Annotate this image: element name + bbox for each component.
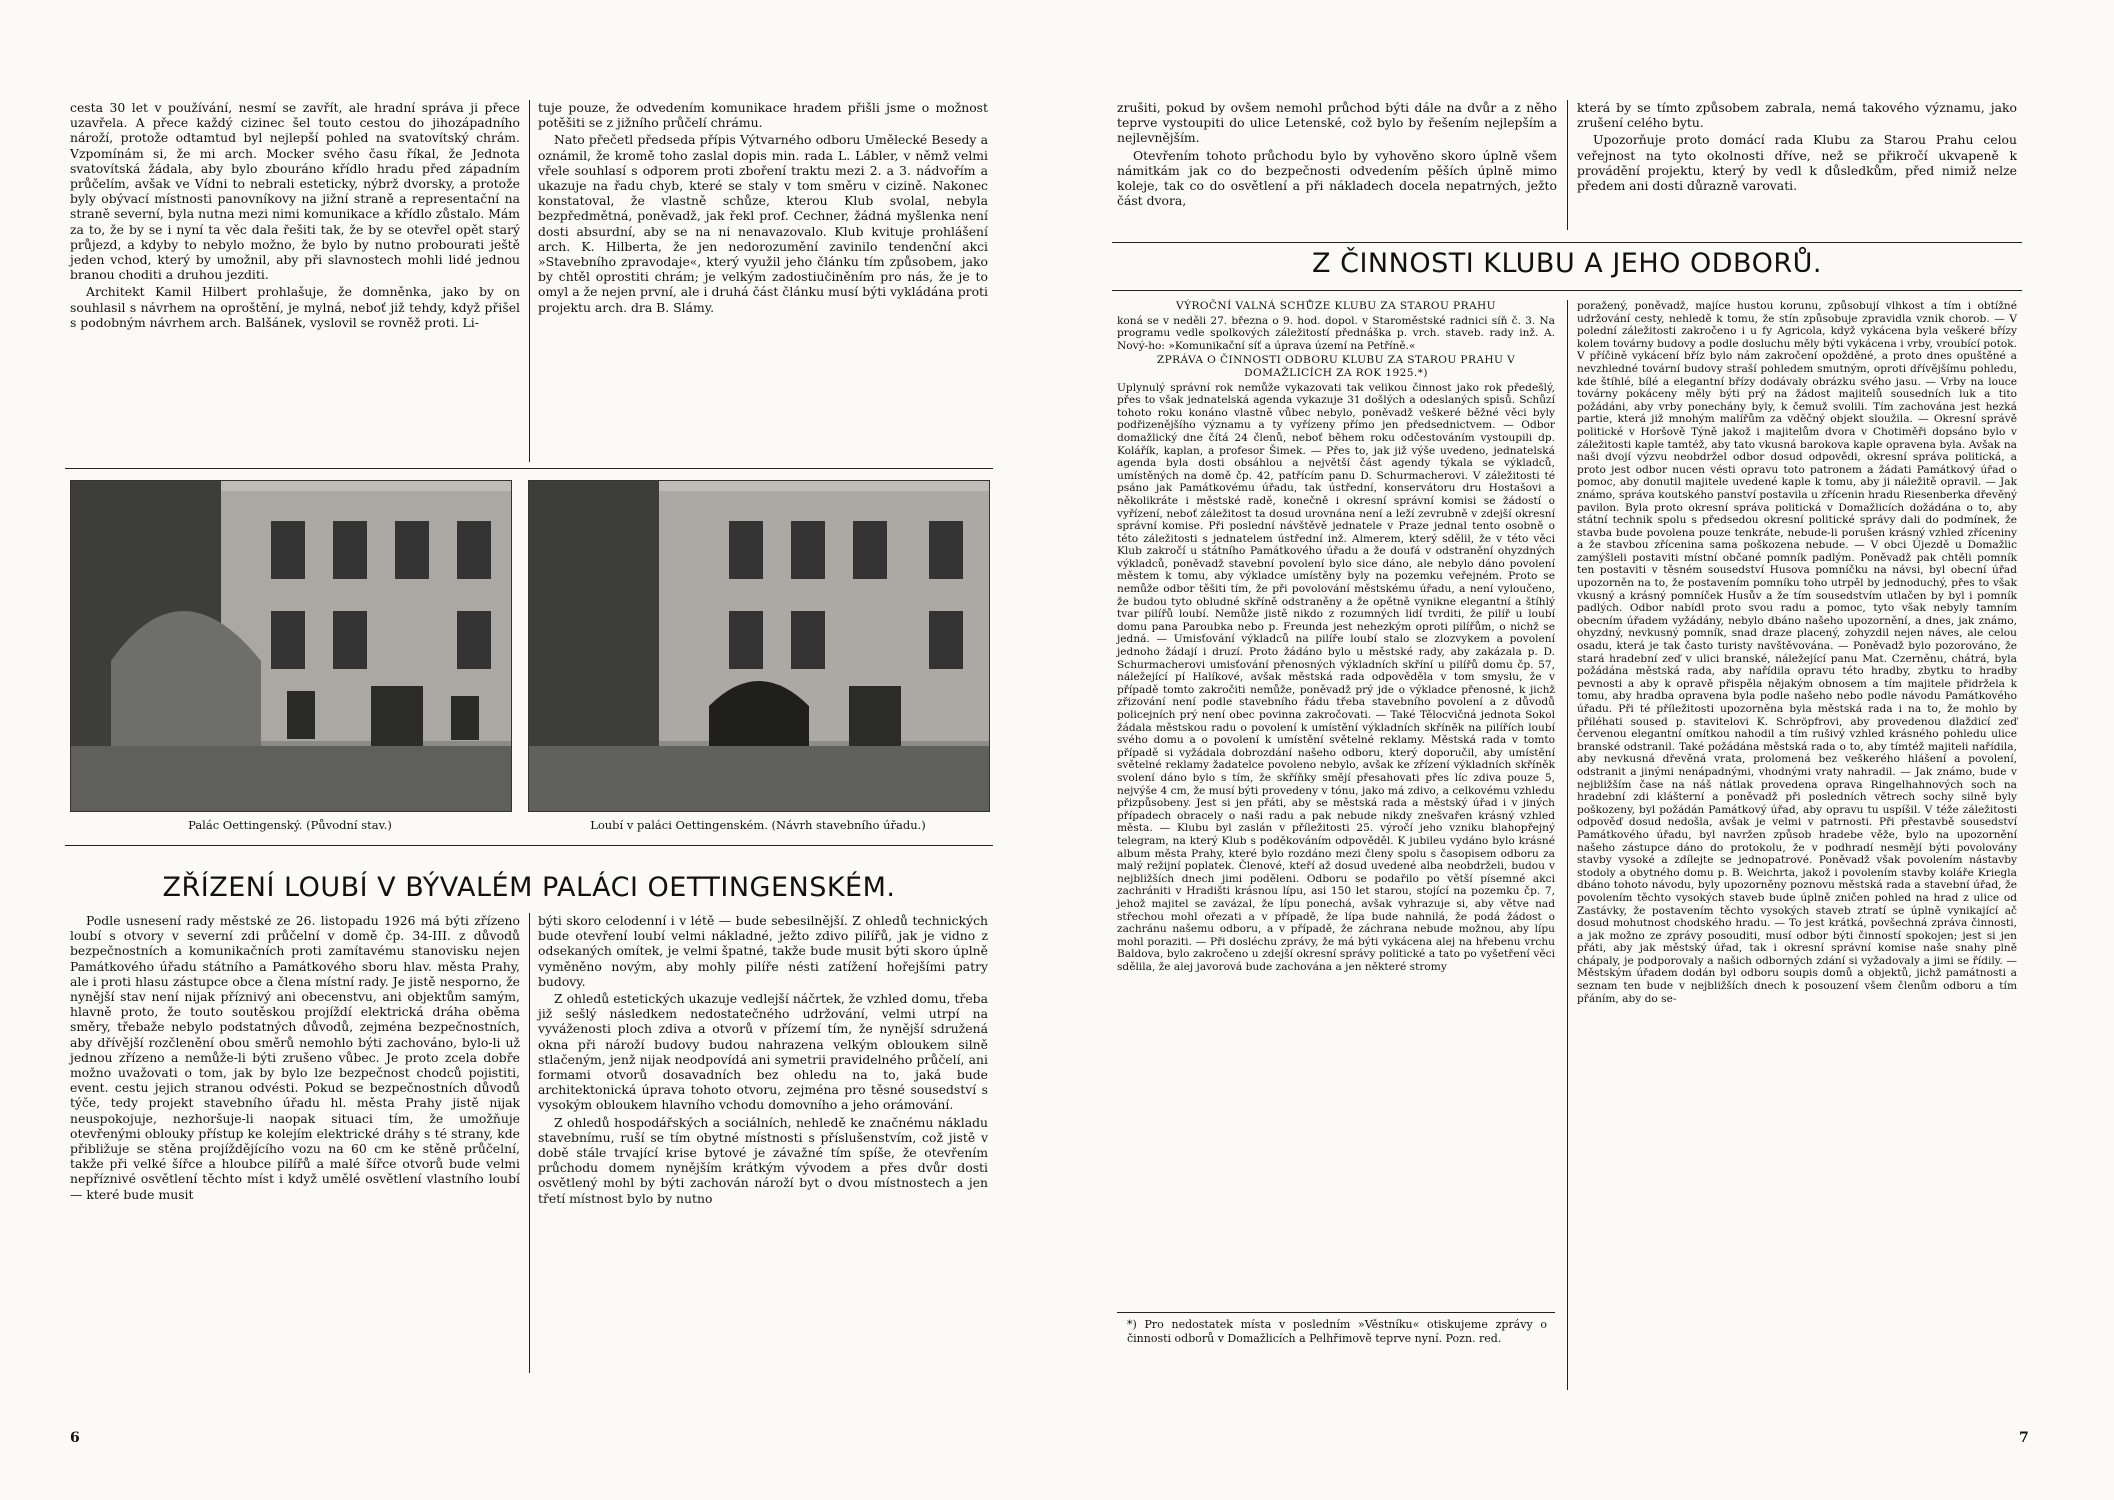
left-col-2-para-1: tuje pouze, že odvedením komunikace hradem přišli jsme o možnost potěšiti se z jižního průčelí chrámu.	[538, 100, 988, 131]
left-col-4	[538, 913, 988, 1373]
left-col-1-para-2: Architekt Kamil Hilbert prohlašuje, že domněnka, jako by on souhlasil s návrhem na oproštění, je mylná, neboť již tehdy, když přišel s podobným návrhem arch. Balšánek, vyslovil se rovněž proti. Li-	[70, 284, 520, 330]
left-col-1	[70, 100, 520, 460]
right-col-b-text: poražený, poněvadž, majíce hustou korunu, způsobují vlhkost a tím i obtížné udržování cesty, nehledě k tomu, že stín způsobuje zpravidla vznik chorob. — V polední záležitosti zakročeno i u fy Agricola, když vykácena byla veškeré břízy kolem továrny budovy a podle dosluchu měly býti vykácena i vrby, vroubící potok. V příčině vykácení bříz bylo nám zakročení opožděné, a proto dnes opuštěné a nevzhledné tovární budovy straší pohledem smutným, oproti dřívějšímu pohledu, kde štíhlé, bílé a elegantní břízy dodávaly obrázku svého jasu. — Vrby na louce továrny pokáceny měly býti prý na žádost majitelů sousedních luk a tito požádáni, aby vrby ponechány byly, k čemuž svolili. Tím zachována jest hezká partie, která již mnohým malířům za vděčný objekt sloužila. — Okresní správě politické v Horšově Týně jakož i majitelům dvora v Chotiměři dopsáno bylo v záležitosti kaple tamtéž, aby tato vkusná barokova kaple opravena byla. Avšak na naši dvojí výzvu neobdržel odbor dosud odpovědi, okresní správa politická, a proto jest odbor nucen vésti opravu toto patronem a žádati Památkový úřad o pomoc, aby donutil majitele uvedené kaple k tomu, aby ji náležitě opravil. — Jak známo, správa koutského panství postavila u zřícenin hradu Riesenberka dřevěný pavilon. Byla proto okresní správa politická v Domažlicích dožádána o to, aby státní technik spolu s předsedou okresní politické správy dali do podmínek, že stavba bude povolena pouze tenkráte, nebude-li porušen krásný vzhled zříceniny a že stavbou zřícenina sama poškozena nebude. — V obci Újezdě u Domažlic zamýšleli postaviti místní občané pomník padlým. Poněvadž pak chtěli pomník ten postaviti v těsném sousedství Husova pomníčku na návsi, byl obecní úřad upozorněn na to, že postavením pomníku toho utrpěl by jednoduchý, přes to však vkusný a krásný pomníček Husův a že tím sousedstvím utlačen by byl i pomník padlých. Odbor nabídl proto svou radu a pomoc, tyto však nebyly tamním obecním úřadem vyžádány, nebylo dbáno našeho upozornění, a dnes, jak známo, ohyzdný, nevkusný pomník, snad draze placený, zohyzdil nejen náves, ale celou osadu, která je tak často turisty navštěvována. — Poněvadž bylo pozorováno, že stará hradební zeď v ulici branské, náležející panu Mat. Czerněnu, chátrá, byla požádána městská rada, aby nařídila opravu této hradby, zbytku to hradby pevnosti a aby k opravě přispěla nějakým obnosem a tím majitele přidržela k tomu, aby hradba opravena byla podle našeho nebo podle návodu Památkového úřadu. Při té příležitosti upozorněna byla městská rada i na to, že mohlo by přiléhati soused p. stavitelovi K. Schröpfrovi, aby provedenou dlaždicí zeď červenou elegantní omítkou nahodil a tím rušivý vzhled krásného pohledu ulice branské odstranil. Také požádána městská rada o to, aby tímtéž majiteli nařídila, aby nevkusná dřevěná vrata, prolomená bez veškerého hlášení a povolení, odstranit a jinými nenápadnými, vhodnými vraty nahradil. — Jak známo, bude v nejbližším čase na náš nátlak provedena oprava Ringelhahnových soch na hradební zdi klášterní a poněvadž při posledních větrech sochy silně byly poškozeny, byl požádán Památkový úřad, aby opravu tu uspíšil. V téže záležitosti odpověď dosud nedošla, avšak je velmi v patrnosti. Při přestavbě sousedství Památkového úřadu, byl navržen způsob hradebe věže, bylo na upozornění našeho zástupce dáno do protokolu, že v podhradí nesmějí býti povolovány stavby vysoké a zdílejte se jednopatrové. Poněvadž však povolením nástavby stodoly a obytného domu p. B. Weichrta, jakož i povolením stavby koláře Kriegla dbáno tohoto návodu, byly upozorněny poznovu městská rada a stavební úřad, že povolením těchto vysokých staveb bude úplně zničen pohled na hrad z ulice od Zastávky, že postavením těchto vysokých staveb ztratí se úplně vynikající ač dosud mohutnost chodského hradu. — To jest krátká, povšechná zpráva činnosti, a jak možno ze zprávy posouditi, musí odbor býti činností spokojen; jest si jen přáti, aby jak městský úřad, tak i okresní správní komise naše snahy plně chápaly, je podporovaly a našich odborných zdání si vyžadovaly a jimi se řídily. — Městským úřadem dodán byl odboru soupis domů a objektů, jichž památnosti a seznam ten bude v nejbližších dnech k posouzení všem členům odboru a tím přáním, aby do se-	[1577, 300, 2017, 1005]
right-rule-below-headline	[1112, 290, 2022, 291]
photo-oettingen-proposal-drawing	[529, 481, 989, 811]
left-top-column-divider	[529, 100, 530, 462]
right-col-1-top-para-1: zrušiti, pokud by ovšem nemohl průchod býti dále na dvůr a z něho teprve vystoupiti do ulice Letenské, což bylo by řešením nejlepším a nejlevnějším.	[1117, 100, 1557, 146]
page-number-right: 7	[2019, 1430, 2029, 1446]
left-rule-above-photos	[65, 468, 993, 469]
right-page	[1057, 0, 2114, 1500]
annual-meeting-heading: VÝROČNÍ VALNÁ SCHŮZE KLUBU ZA STAROU PRAHU	[1176, 300, 1496, 312]
footnote-rule	[1117, 1312, 1555, 1313]
footnote: *) Pro nedostatek místa v posledním »Věstníku« otiskujeme zprávy o činnosti odborů v Domažlicích a Pelhřimově teprve nyní. Pozn. red.	[1127, 1318, 1547, 1345]
left-bottom-column-divider	[529, 913, 530, 1373]
page-number-left: 6	[70, 1430, 80, 1446]
caption-original-state: Palác Oettingenský. (Původní stav.)	[188, 818, 392, 832]
left-col-3-para-1: Podle usnesení rady městské ze 26. listopadu 1926 má býti zřízeno loubí s otvory v severní zdi průčelní v domě čp. 34-III. z důvodů bezpečnostních a komunikačních proti zamítavému stanovisku nejen Památkového úřadu státního a Památkového sboru hlav. města Prahy, ale i proti hlasu zástupce obce a člena místní rady. Je jistě nesporno, že nynější stav není nijak příznivý ani obecenstvu, ani objektům samým, hlavně proto, že touto soutěskou projíždí elektrická dráha oběma směry, třebaže nebylo podstatných důvodů, zejména bezpečnostních, aby dřívější rozčlenění obou směrů nemohlo býti zachováno, bylo-li už jednou zřízeno a nemůže-li býti zrušeno vůbec. Je proto zcela dobře možno uvažovati o tom, jak by bylo lze bezpečnost chodců pojistiti, event. cestu jejich stranou odvésti. Pokud se bezpečnostních důvodů týče, tedy projekt stavebního úřadu hl. města Prahy jistě nijak neuspokojuje, nezhoršuje-li naopak situaci tím, že umožňuje otevřenými oblouky přístup ke kolejím elektrické dráhy s té strany, kde přibližuje se stěna projíždějícího vozu na 60 cm ke stěně průčelní, takže při velké šířce a hloubce pilířů a malé šířce otvorů bude velmi nepříznivé osvětlení těchto míst i když umělé osvětlení vlastního loubí — které bude musit	[70, 913, 520, 1202]
domazlice-report-text: Uplynulý správní rok nemůže vykazovati tak velikou činnost jako rok předešlý, přes to však jednatelská agenda vykazuje 31 došlých a odeslaných spisů. Schůzí tohoto roku konáno vlastně vůbec nebylo, poněvadž veškeré běžné věci byly podřizenějšího významu a ty vyřízeny přímo jen předsednictvem. — Odbor domažlický dne čítá 24 členů, neboť během roku odčestováním vystoupili dp. Kolářík, kaplan, a profesor Šimek. — Přes to, jak již výše uvedeno, jednatelská agenda byla dosti obsáhlou a největší část agendy týkala se výkladců, umístěných na domě čp. 42, patřícím panu D. Schurmacherovi. V záležitosti té psáno jak Památkovému úřadu, tak ústřední, konservátoru dru Hostašovi a několikráte i městské radě, konečně i okresní správní komisi se žádostí o vyřízení, neboť záležitost ta dosud urovnána není a leží zevrubně v zdejší okresní správní komise. Při poslední návštěvě jednatele v Praze jednal tento osobně o této záležitosti s jednatelem ústřední inž. Almerem, který sdělil, že v této věci Klub zakročí u státního Památkového úřadu a že doufá v odstranění ohyzdných výkladců, poněvadž stavební povolení bylo sice dáno, ale nebylo dáno povolení městem k tomu, aby výkladce umístěny byly na pozemku veřejném. Proto se nemůže odbor těšiti tím, že při povolování městskému úřadu, a není vyloučeno, že budou tyto obludné skříně odstraněny a že opětně vynikne elegantní a štíhlý tvar pilířů loubí. Nemůže jistě nikdo z rozumných lidí tvrditi, že pilíř u loubí domu pana Paroubka nebo p. Freunda jest nehezkým oproti pilířům, o nichž se jedná. — Umisťování výkladců na pilíře loubí stalo se zlozvykem a povolení jednoho žádají i druzí. Proto žádáno bylo u městské rady, aby zakázala p. D. Schurmacherovi umisťování přenosných výkladních skříní u pilířů domu čp. 57, náležející pí Halíkové, avšak městská rada odpověděla v tom smyslu, že v případě tomto zakročiti nemůže, poněvadž prý jde o výkladce přenosné, k jichž zřizování není podle stavebního řádu třeba stavebního povolení a z důvodů policejních prý není obec povinna zakročovati. — Také Tělocvičná jednota Sokol žádala městskou radu o povolení k umístění výkladních skříněk na pilířích loubí svého domu a o povolení k umístění světelné reklamy. Městská rada v tomto případě si vyžádala dobrozdání našeho odboru, který doporučil, aby umístění světelné reklamy žadatelce povoleno nebylo, avšak ke zřízení výkladních skříněk svolení dáno bylo s tím, že skříňky smějí přesahovati přes líc zdiva pouze 5, nejvýše 4 cm, že musí býti provedeny v tónu, jako má zdivo, a celkovému vzhledu přizpůsobeny. Jest si jen přáti, aby se městská rada a městský úřad i v jiných případech obracely o naši radu a pak nebude nikdy znešvařen krásný vzhled města. — Klubu byl zaslán v příležitosti 25. výročí jeho vzniku blahopřejný telegram, na který Klub s poděkováním odpověděl. K jubileu vydáno bylo krásné album města Prahy, které bylo rozdáno mezi členy spolu s časopisem odboru za malý režijní poplatek. Členové, kteří až dosud uvedené alba neobdrželi, budou v nejbližších dnech jimi poděleni. Odboru se podařilo po větší písemné akci zachrániti v Hradišti krásnou lípu, asi 150 let starou, stojící na pozemku čp. 7, jehož majitel se zavázal, že lípu ponechá, avšak vyhrazuje si, aby větve nad střechou mohl ořezati a v případě, že lípa bude nahnilá, že podá žádost o zachránu našemu odboru, a v případě, že záchrana nebude možnou, aby lípu mohl poraziti. — Při dosléchu zprávy, že má býti vykácena alej na hřebenu vrchu Baldova, bylo zakročeno u zdejší okresní správy politické a tato po vyšetření věci sdělila, že alej javorová bude zachována a jen některé stromy	[1117, 381, 1555, 973]
annual-meeting-text: koná se v neděli 27. března o 9. hod. dopol. v Staroměstské radnici síň č. 3. Na programu vedle spolkových záležitostí přednáška p. vrch. staveb. rady inž. A. Nový-ho: »Komunikační síť a úprava území na Petříně.«	[1117, 314, 1555, 352]
right-top-column-divider	[1567, 100, 1568, 230]
left-rule-below-photos	[65, 845, 993, 846]
right-col-2-top	[1577, 100, 2017, 230]
photo-oettingen-proposal	[528, 480, 990, 812]
right-col-b	[1577, 300, 2017, 1390]
left-col-4-para-3: Z ohledů hospodářských a sociálních, nehledě ke značnému nákladu stavebnímu, ruší se tím obytné místnosti s příslušenstvím, což jistě v době stále trvající krise bytové je závažné tím spíše, že otevřením průchodu domem nynějším krátkým vývodem a přes dvůr dosti osvětlený mohl by býti zachován nároží byt o dvou místnostech a jen třetí místnost bylo by nutno	[538, 1114, 988, 1206]
left-col-3	[70, 913, 520, 1373]
caption-proposal: Loubí v paláci Oettingenském. (Návrh stavebního úřadu.)	[590, 818, 926, 832]
left-col-2	[538, 100, 988, 460]
right-rule-above-headline	[1112, 242, 2022, 243]
right-col-1-top	[1117, 100, 1557, 209]
right-col-2-top-para-1: která by se tímto způsobem zabrala, nemá takového významu, jako zrušení celého bytu.	[1577, 100, 2017, 131]
right-article-headline: Z ČINNOSTI KLUBU A JEHO ODBORŮ.	[1312, 248, 1822, 279]
right-col-2-top-para-2: Upozorňuje proto domácí rada Klubu za Starou Prahu celou veřejnost na tyto okolnosti dříve, než se přikročí ukvapeně k provádění projektu, který by vedl k důsledkům, před nimiž nelze předem ani dosti důrazně varovati.	[1577, 132, 2017, 194]
photo-oettingen-original	[70, 480, 512, 812]
left-col-4-para-1: býti skoro celodenní i v létě — bude sebesilnější. Z ohledů technických bude otevření loubí velmi nákladné, ježto zdivo pilířů, jak je vidno z odsekaných omítek, je velmi špatné, takže bude musit býti skoro úplně vyměněno novým, aby mohly pilíře nésti zatížení hořejšími patry budovy.	[538, 913, 988, 989]
photo-oettingen-original-drawing	[71, 481, 511, 811]
right-col-a	[1117, 300, 1555, 1308]
left-col-2-para-2: Nato přečetl předseda přípis Výtvarného odboru Umělecké Besedy a oznámil, že kromě toho zaslal dopis min. rada L. Lábler, v němž velmi vřele souhlasí s odporem proti zboření traktu mezi 2. a 3. nádvořím a ukazuje na řadu chyb, které se staly v tom směru v cizině. Nakonec konstatoval, že vlastně schůze, kterou Klub svolal, nebyla bezpředmětná, poněvadž, jak řekl prof. Cechner, žádná myšlenka není dosti absurdní, aby se na ni nenavazovalo. Klub kvituje prohlášení arch. K. Hilberta, že jen nedorozumění zavinilo tendenční akci »Stavebního zpravodaje«, který využil jeho článku tím způsobem, jako by chtěl oprostiti chrám; je velkým zadostiučiněním pro nás, že je to omyl a že nejen první, ale i druhá část článku musí býti vykládána proti projektu arch. dra B. Slámy.	[538, 132, 988, 315]
right-bottom-column-divider	[1567, 300, 1568, 1390]
left-col-1-para-1: cesta 30 let v používání, nesmí se zavřít, ale hradní správa ji přece uzavřela. A přece každý cizinec šel touto cestou do jihozápadního nároží, protože odtamtud byl nejlepší pohled na svatovítský chrám. Vzpomínám si, že mi arch. Mocker svého času říkal, že Jednota svatovítská žádala, aby bylo zbouráno křídlo hradu před západním průčelím, avšak ve Vídni to nebrali esteticky, nýbrž dvorsky, a protože byly obývací místnosti panovníkovy na jižní straně a representační na straně severní, byla nutna mezi nimi komunikace a křídlo zůstalo. Mám za to, že by se i nyní ta věc dala řešiti tak, že by se otevřel opět starý průjezd, a kdyby to nebylo možno, že bylo by nutno probourati ještě jeden vchod, který by umožnil, aby při slavnostech mohli lidé jednou branou choditi a druhou jezditi.	[70, 100, 520, 283]
domazlice-report-heading: ZPRÁVA O ČINNOSTI ODBORU KLUBU ZA STAROU PRAHU V DOMAŽLICÍCH ZA ROK 1925.*)	[1156, 354, 1516, 379]
right-col-1-top-para-2: Otevřením tohoto průchodu bylo by vyhověno skoro úplně všem námitkám jak co do bezpečnosti odvedením pěších úplně mimo koleje, tak co do osvětlení a při nákladech docela nepatrných, ježto část dvora,	[1117, 147, 1557, 209]
left-col-4-para-2: Z ohledů estetických ukazuje vedlejší náčrtek, že vzhled domu, třeba již sešlý následkem nedostatečného udržování, velmi utrpí na vyváženosti ploch zdiva a otvorů v přízemí tím, že nynější sdružená okna při nároží budovy budou nahrazena velkým obloukem silně stlačeným, jenž nijak neodpovídá ani symetrii pravidelného průčelí, ani formami otvorů dosavadních bez ohledu na to, jaká bude architektonická úprava tohoto otvoru, zejména pro těsné sousedství s vysokým obloukem hlavního vchodu domovního a jeho orámování.	[538, 991, 988, 1113]
left-article-headline: ZŘÍZENÍ LOUBÍ V BÝVALÉM PALÁCI OETTINGENSKÉM.	[162, 872, 896, 903]
